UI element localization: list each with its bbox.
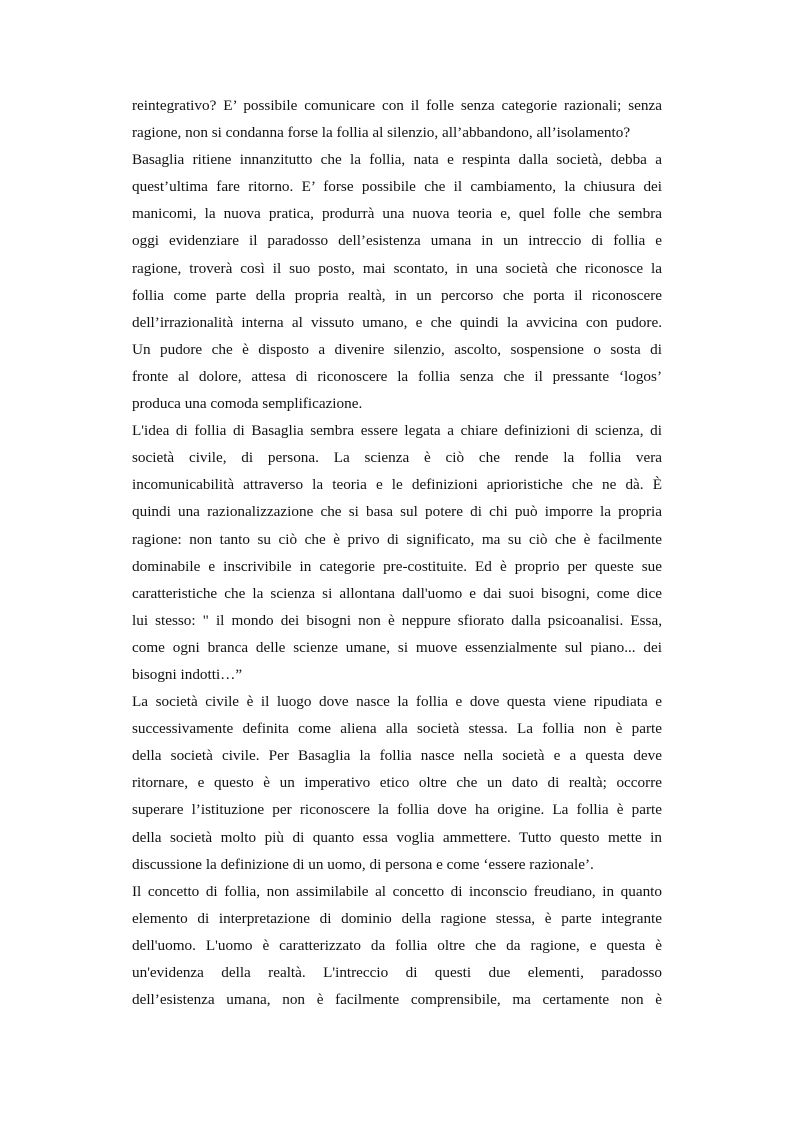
text-line: L'idea di follia di Basaglia sembra essere legata a chiare definizioni di scienza, di — [132, 422, 662, 440]
text-line: superare l’istituzione per riconoscere la follia dove ha origine. La follia è parte — [132, 801, 662, 819]
text-line: della società molto più di quanto essa voglia ammettere. Tutto questo mette in — [132, 828, 662, 846]
text-line: un'evidenza della realtà. L'intreccio di questi due elementi, paradosso — [132, 964, 662, 981]
text-line: quest’ultima fare ritorno. E’ forse possibile che il cambiamento, la chiusura dei — [132, 178, 662, 196]
text-line: dell’irrazionalità interna al vissuto umano, e che quindi la avvicina con pudore. — [132, 313, 662, 331]
text-line: oggi evidenziare il paradosso dell’esistenza umana in un intreccio di follia e — [132, 232, 662, 250]
document-body — [132, 92, 662, 1013]
text-line: La società civile è il luogo dove nasce la follia e dove questa viene ripudiata e — [132, 693, 662, 711]
text-line: successivamente definita come aliena alla società stessa. La follia non è parte — [132, 720, 662, 738]
text-line: follia come parte della propria realtà, in un percorso che porta il riconoscere — [132, 286, 662, 304]
text-line: produca una comoda semplificazione. — [132, 395, 363, 413]
text-line: ragione: non tanto su ciò che è privo di significato, ma su ciò che è facilmente — [132, 530, 662, 548]
text-line: discussione la definizione di un uomo, di persona e come ‘essere razionale’. — [132, 855, 594, 873]
text-line: Basaglia ritiene innanzitutto che la follia, nata e respinta dalla società, debba a — [132, 151, 662, 169]
text-line: fronte al dolore, attesa di riconoscere la follia senza che il pressante ‘logos’ — [132, 367, 662, 385]
text-line: società civile, di persona. La scienza è ciò che rende la follia vera — [132, 449, 662, 467]
text-line: come ogni branca delle scienze umane, si muove essenzialmente sul piano... dei — [132, 638, 662, 656]
text-line: lui stesso: " il mondo dei bisogni non è neppure sfiorato dalla psicoanalisi. Essa, — [132, 611, 662, 629]
text-line: bisogni indotti…” — [132, 665, 243, 683]
text-line: dominabile e inscrivibile in categorie pre-costituite. Ed è proprio per queste sue — [132, 557, 662, 575]
text-line: Un pudore che è disposto a divenire silenzio, ascolto, sospensione o sosta di — [132, 340, 662, 358]
text-line: quindi una razionalizzazione che si basa sul potere di chi può imporre la propria — [132, 503, 662, 521]
text-line: dell’esistenza umana, non è facilmente comprensibile, ma certamente non è — [132, 991, 662, 1009]
text-line: ragione, non si condanna forse la follia al silenzio, all’abbandono, all’isolamento? — [132, 124, 631, 142]
text-line: reintegrativo? E’ possibile comunicare con il folle senza categorie razionali; senza — [132, 97, 662, 114]
text-line: ragione, troverà così il suo posto, mai scontato, in una società che riconosce la — [132, 259, 662, 277]
text-line: dell'uomo. L'uomo è caratterizzato da follia oltre che da ragione, e questa è — [132, 936, 662, 954]
text-line: della società civile. Per Basaglia la follia nasce nella società e a questa deve — [132, 747, 662, 765]
text-line: caratteristiche che la scienza si allontana dall'uomo e dai suoi bisogni, come dice — [132, 584, 662, 602]
text-line: incomunicabilità attraverso la teoria e le definizioni aprioristiche che ne dà. È — [132, 476, 662, 494]
text-line: elemento di interpretazione di dominio della ragione stessa, è parte integrante — [132, 909, 662, 927]
text-line: ritornare, e questo è un imperativo etico oltre che un dato di realtà; occorre — [132, 774, 662, 792]
text-line: Il concetto di follia, non assimilabile al concetto di inconscio freudiano, in quanto — [132, 882, 662, 900]
text-line: manicomi, la nuova pratica, produrrà una nuova teoria e, quel folle che sembra — [132, 205, 662, 223]
